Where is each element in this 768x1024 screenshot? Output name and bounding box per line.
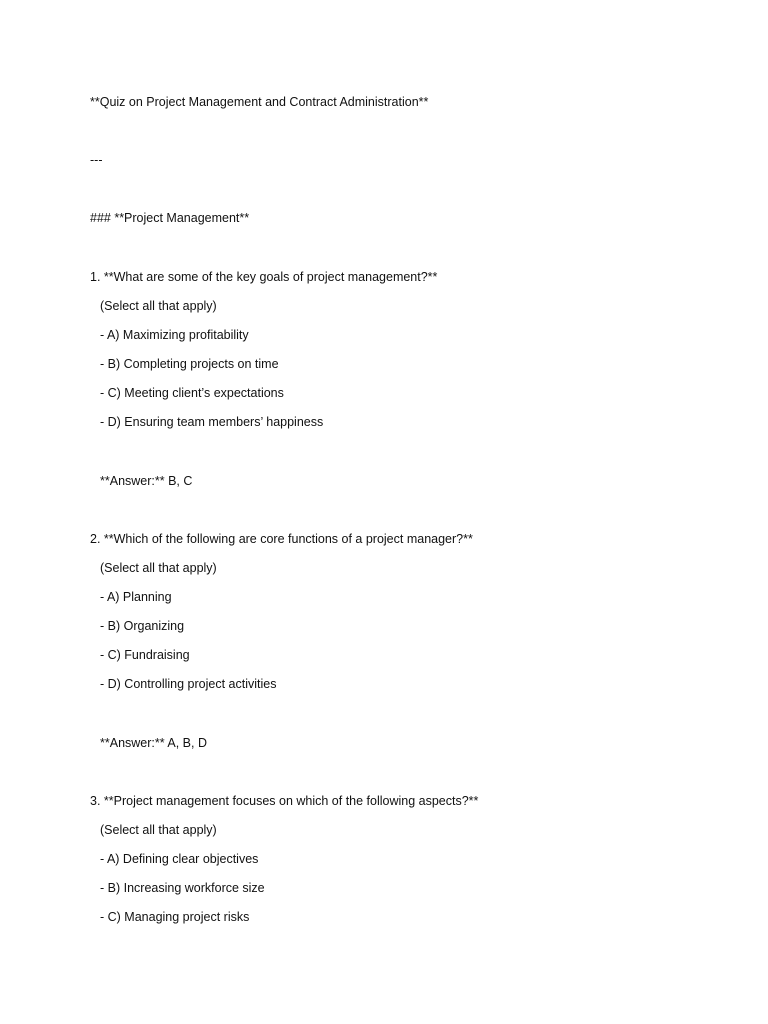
- question-3-option-b: - B) Increasing workforce size: [100, 881, 265, 895]
- question-1-answer: **Answer:** B, C: [100, 474, 193, 488]
- question-1-instruction: (Select all that apply): [100, 299, 217, 313]
- question-3-option-a: - A) Defining clear objectives: [100, 852, 259, 866]
- question-1-option-c: - C) Meeting client’s expectations: [100, 386, 284, 400]
- question-2-option-d: - D) Controlling project activities: [100, 677, 277, 691]
- question-1-option-d: - D) Ensuring team members’ happiness: [100, 415, 324, 429]
- question-3-instruction: (Select all that apply): [100, 823, 217, 837]
- question-2-option-b: - B) Organizing: [100, 619, 185, 633]
- question-3-option-c: - C) Managing project risks: [100, 910, 250, 924]
- question-1-prompt: 1. **What are some of the key goals of project management?**: [90, 270, 438, 284]
- question-2-option-c: - C) Fundraising: [100, 648, 190, 662]
- question-1-option-a: - A) Maximizing profitability: [100, 328, 249, 342]
- document-title: **Quiz on Project Management and Contract Administration**: [90, 95, 429, 109]
- question-2-option-a: - A) Planning: [100, 590, 172, 604]
- question-2-instruction: (Select all that apply): [100, 561, 217, 575]
- question-3-prompt: 3. **Project management focuses on which of the following aspects?**: [90, 794, 479, 808]
- separator: ---: [90, 153, 103, 167]
- section-heading: ### **Project Management**: [90, 211, 250, 225]
- question-2-prompt: 2. **Which of the following are core functions of a project manager?**: [90, 532, 473, 546]
- question-2-answer: **Answer:** A, B, D: [100, 736, 207, 750]
- question-1-option-b: - B) Completing projects on time: [100, 357, 279, 371]
